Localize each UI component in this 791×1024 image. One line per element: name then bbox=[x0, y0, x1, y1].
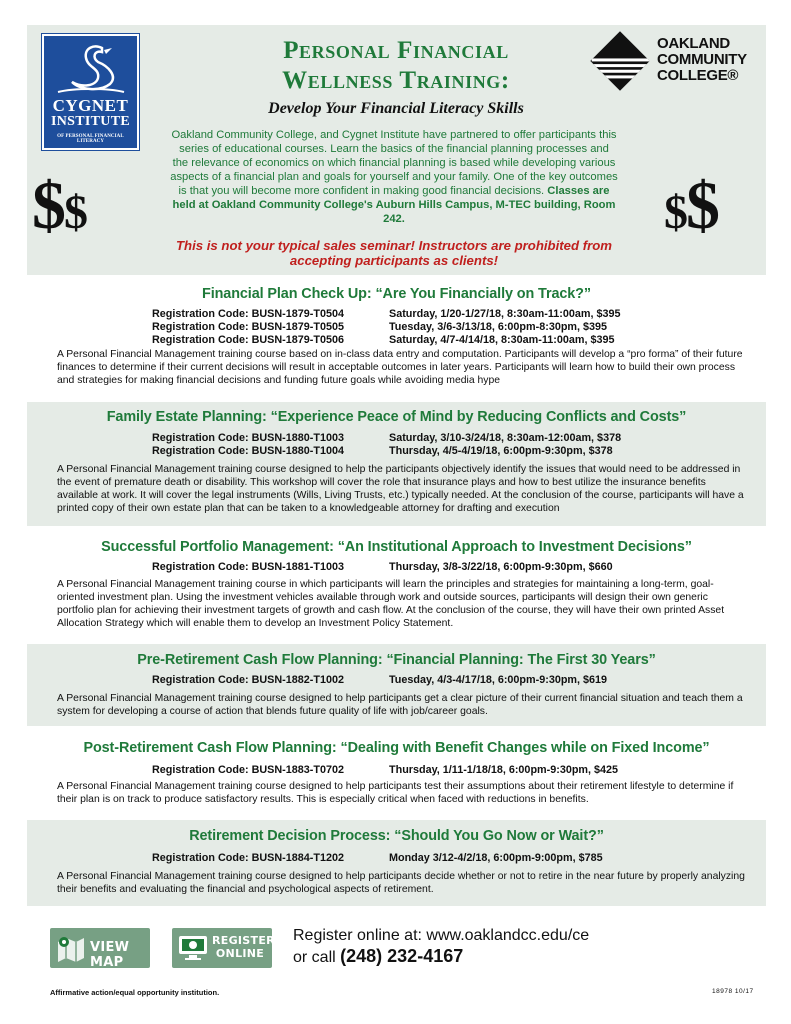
course-title: Post-Retirement Cash Flow Planning: “Dealing with Benefit Changes while on Fixed Income” bbox=[83, 740, 710, 756]
registration-row bbox=[152, 321, 607, 333]
view-map-label: VIEW MAP bbox=[90, 940, 130, 970]
registration-row bbox=[152, 764, 618, 776]
register-info bbox=[293, 926, 589, 968]
session-details: Tuesday, 4/3-4/17/18, 6:00pm-9:30pm, $619 bbox=[389, 674, 608, 686]
occ-line3: COLLEGE® bbox=[657, 67, 739, 84]
registration-code: Registration Code: BUSN-1879-T0504 bbox=[152, 308, 344, 320]
registration-row bbox=[152, 674, 607, 686]
session-details: Saturday, 4/7-4/14/18, 8:30am-11:00am, $395 bbox=[389, 334, 615, 346]
course-title: Retirement Decision Process: “Should You Go Now or Wait?” bbox=[189, 828, 604, 844]
cygnet-institute-logo bbox=[42, 34, 139, 150]
occ-diamond-icon bbox=[590, 31, 649, 90]
dollar-signs-right bbox=[664, 166, 718, 245]
registration-code: Registration Code: BUSN-1880-T1004 bbox=[152, 445, 344, 457]
monitor-icon bbox=[178, 935, 208, 961]
registration-row bbox=[152, 445, 613, 457]
session-details: Monday 3/12-4/2/18, 6:00pm-9:00pm, $785 bbox=[389, 852, 603, 864]
registration-row bbox=[152, 308, 620, 320]
registration-row bbox=[152, 334, 614, 346]
cygnet-institute: INSTITUTE bbox=[51, 114, 130, 129]
register-url-text[interactable]: Register online at: www.oaklandcc.edu/ce bbox=[293, 927, 590, 944]
session-details: Thursday, 3/8-3/22/18, 6:00pm-9:30pm, $660 bbox=[389, 561, 613, 573]
course-description: A Personal Financial Management training course designed to help the participants objectively identify the issues that would need to be addressed in the event of premature death or disability. This workshop will cover the role that insurance plays and how to best utilize the insurance benefits available at work. It will cover the legal instruments (Wills, Living Trusts, etc.) typically needed. At the conclusion of the course, participants will have a printed copy of their own estate plan that can be taken to a knowledgeable attorney for drafting and execution bbox=[57, 464, 744, 514]
course-section bbox=[27, 278, 766, 396]
page-title bbox=[200, 36, 592, 96]
phone-line bbox=[293, 946, 589, 968]
session-details: Saturday, 3/10-3/24/18, 8:30am-12:00am, $378 bbox=[389, 432, 622, 444]
course-title: Successful Portfolio Management: “An Institutional Approach to Investment Decisions” bbox=[101, 539, 692, 555]
page-subtitle: Develop Your Financial Literacy Skills bbox=[268, 100, 524, 117]
phone-number[interactable]: (248) 232-4167 bbox=[340, 946, 464, 966]
dollar-signs-left bbox=[32, 166, 86, 245]
title-line2: Wellness Training: bbox=[282, 67, 510, 94]
register-online-label bbox=[212, 934, 275, 960]
register-line2: ONLINE bbox=[215, 947, 265, 960]
registration-code: Registration Code: BUSN-1879-T0505 bbox=[152, 321, 344, 333]
warning-text: This is not your typical sales seminar! Instructors are prohibited from accepting participants as clients! bbox=[175, 238, 613, 268]
map-pin-icon bbox=[56, 934, 86, 962]
registration-code: Registration Code: BUSN-1881-T1003 bbox=[152, 561, 344, 573]
dollar-icon: $ bbox=[64, 186, 86, 239]
course-title: Financial Plan Check Up: “Are You Financially on Track?” bbox=[202, 286, 591, 302]
course-description: A Personal Financial Management training course designed to help participants decide whether or not to retire in the near future by properly analyzing their benefits and evaluating the financial and psychological aspects of retirement. bbox=[57, 871, 745, 895]
course-section bbox=[27, 530, 766, 636]
session-details: Saturday, 1/20-1/27/18, 8:30am-11:00am, $395 bbox=[389, 308, 621, 320]
view-map-button[interactable] bbox=[50, 928, 150, 968]
register-line1: REGISTER bbox=[212, 934, 275, 947]
intro-body: Oakland Community College, and Cygnet Institute have partnered to offer participants this series of educational courses. Learn the basics of the financial planning processes and the relevance of economics on which financial planning is based while developing various aspects of a financial plan and goals for yourself and your family. One of the key outcomes is that you will become more confident in making good financial decisions. bbox=[170, 129, 618, 197]
course-title: Family Estate Planning: “Experience Peace of Mind by Reducing Conflicts and Costs” bbox=[106, 409, 687, 425]
register-online-button[interactable] bbox=[172, 928, 275, 968]
session-details: Thursday, 1/11-1/18/18, 6:00pm-9:30pm, $425 bbox=[389, 764, 619, 776]
swan-icon bbox=[54, 42, 128, 96]
course-section bbox=[27, 732, 766, 814]
registration-code: Registration Code: BUSN-1879-T0506 bbox=[152, 334, 344, 346]
occ-line2: COMMUNITY bbox=[657, 51, 747, 68]
registration-row bbox=[152, 561, 613, 573]
occ-wordmark bbox=[657, 36, 747, 84]
intro-text bbox=[170, 128, 618, 226]
affirmative-action-note: Affirmative action/equal opportunity institution. bbox=[50, 988, 220, 997]
course-section bbox=[27, 820, 766, 906]
registration-code: Registration Code: BUSN-1884-T1202 bbox=[152, 852, 344, 864]
dollar-icon: $ bbox=[664, 186, 686, 239]
cygnet-name: CYGNET bbox=[52, 96, 129, 115]
registration-code: Registration Code: BUSN-1880-T1003 bbox=[152, 432, 344, 444]
cygnet-subtitle: OF PERSONAL FINANCIAL LITERACY bbox=[57, 134, 124, 144]
dollar-icon: $ bbox=[32, 167, 64, 243]
session-details: Tuesday, 3/6-3/13/18, 6:00pm-8:30pm, $395 bbox=[389, 321, 608, 333]
course-title: Pre-Retirement Cash Flow Planning: “Financial Planning: The First 30 Years” bbox=[137, 652, 656, 668]
occ-line1: OAKLAND bbox=[657, 35, 730, 52]
occ-logo bbox=[595, 36, 763, 92]
intro-location: Classes are held at Oakland Community College's Auburn Hills Campus, M-TEC building, Room 242. bbox=[172, 185, 616, 225]
dollar-icon: $ bbox=[686, 167, 718, 243]
course-description: A Personal Financial Management training course designed to help participants test their assumptions about their retirement lifestyle to determine if their plan is on track to produce satisfactory results. This is especially critical when faced with reductions in benefits. bbox=[57, 781, 734, 805]
document-code: 18978 10/17 bbox=[712, 988, 754, 995]
session-details: Thursday, 4/5-4/19/18, 6:00pm-9:30pm, $378 bbox=[389, 445, 613, 457]
course-section bbox=[27, 402, 766, 526]
registration-row bbox=[152, 852, 603, 864]
registration-code: Registration Code: BUSN-1883-T0702 bbox=[152, 764, 344, 776]
course-description: A Personal Financial Management training course based on in-class data entry and computation. Participants will develop a “pro forma” of their future finances to determine if their current decisions will result in acceptable outcomes in later years. Participants will learn how to build their own process and strategies for making financial decisions and funding future goals while avoiding media hype bbox=[57, 349, 743, 386]
registration-code: Registration Code: BUSN-1882-T1002 bbox=[152, 674, 344, 686]
course-description: A Personal Financial Management training course designed to help participants get a clear picture of their current financial situation and teach them a system for developing a course of action that blends future quality of life with job/career goals. bbox=[57, 693, 743, 717]
registration-row bbox=[152, 432, 621, 444]
call-prefix: or call bbox=[293, 949, 336, 966]
course-section bbox=[27, 644, 766, 726]
title-line1: Personal Financial bbox=[283, 37, 509, 64]
course-description: A Personal Financial Management training course in which participants will learn the principles and strategies for maintaining a long-term, goal-oriented investment plan. Using the investment vehicles available through work and outside sources, participants will design their own generic portfolio plan for achieving their investment targets of growth and cash flow. At the conclusion of the course, they will have their own printed Asset Allocation Strategy which will enable them to develop an Investment Policy Statement. bbox=[57, 579, 725, 629]
